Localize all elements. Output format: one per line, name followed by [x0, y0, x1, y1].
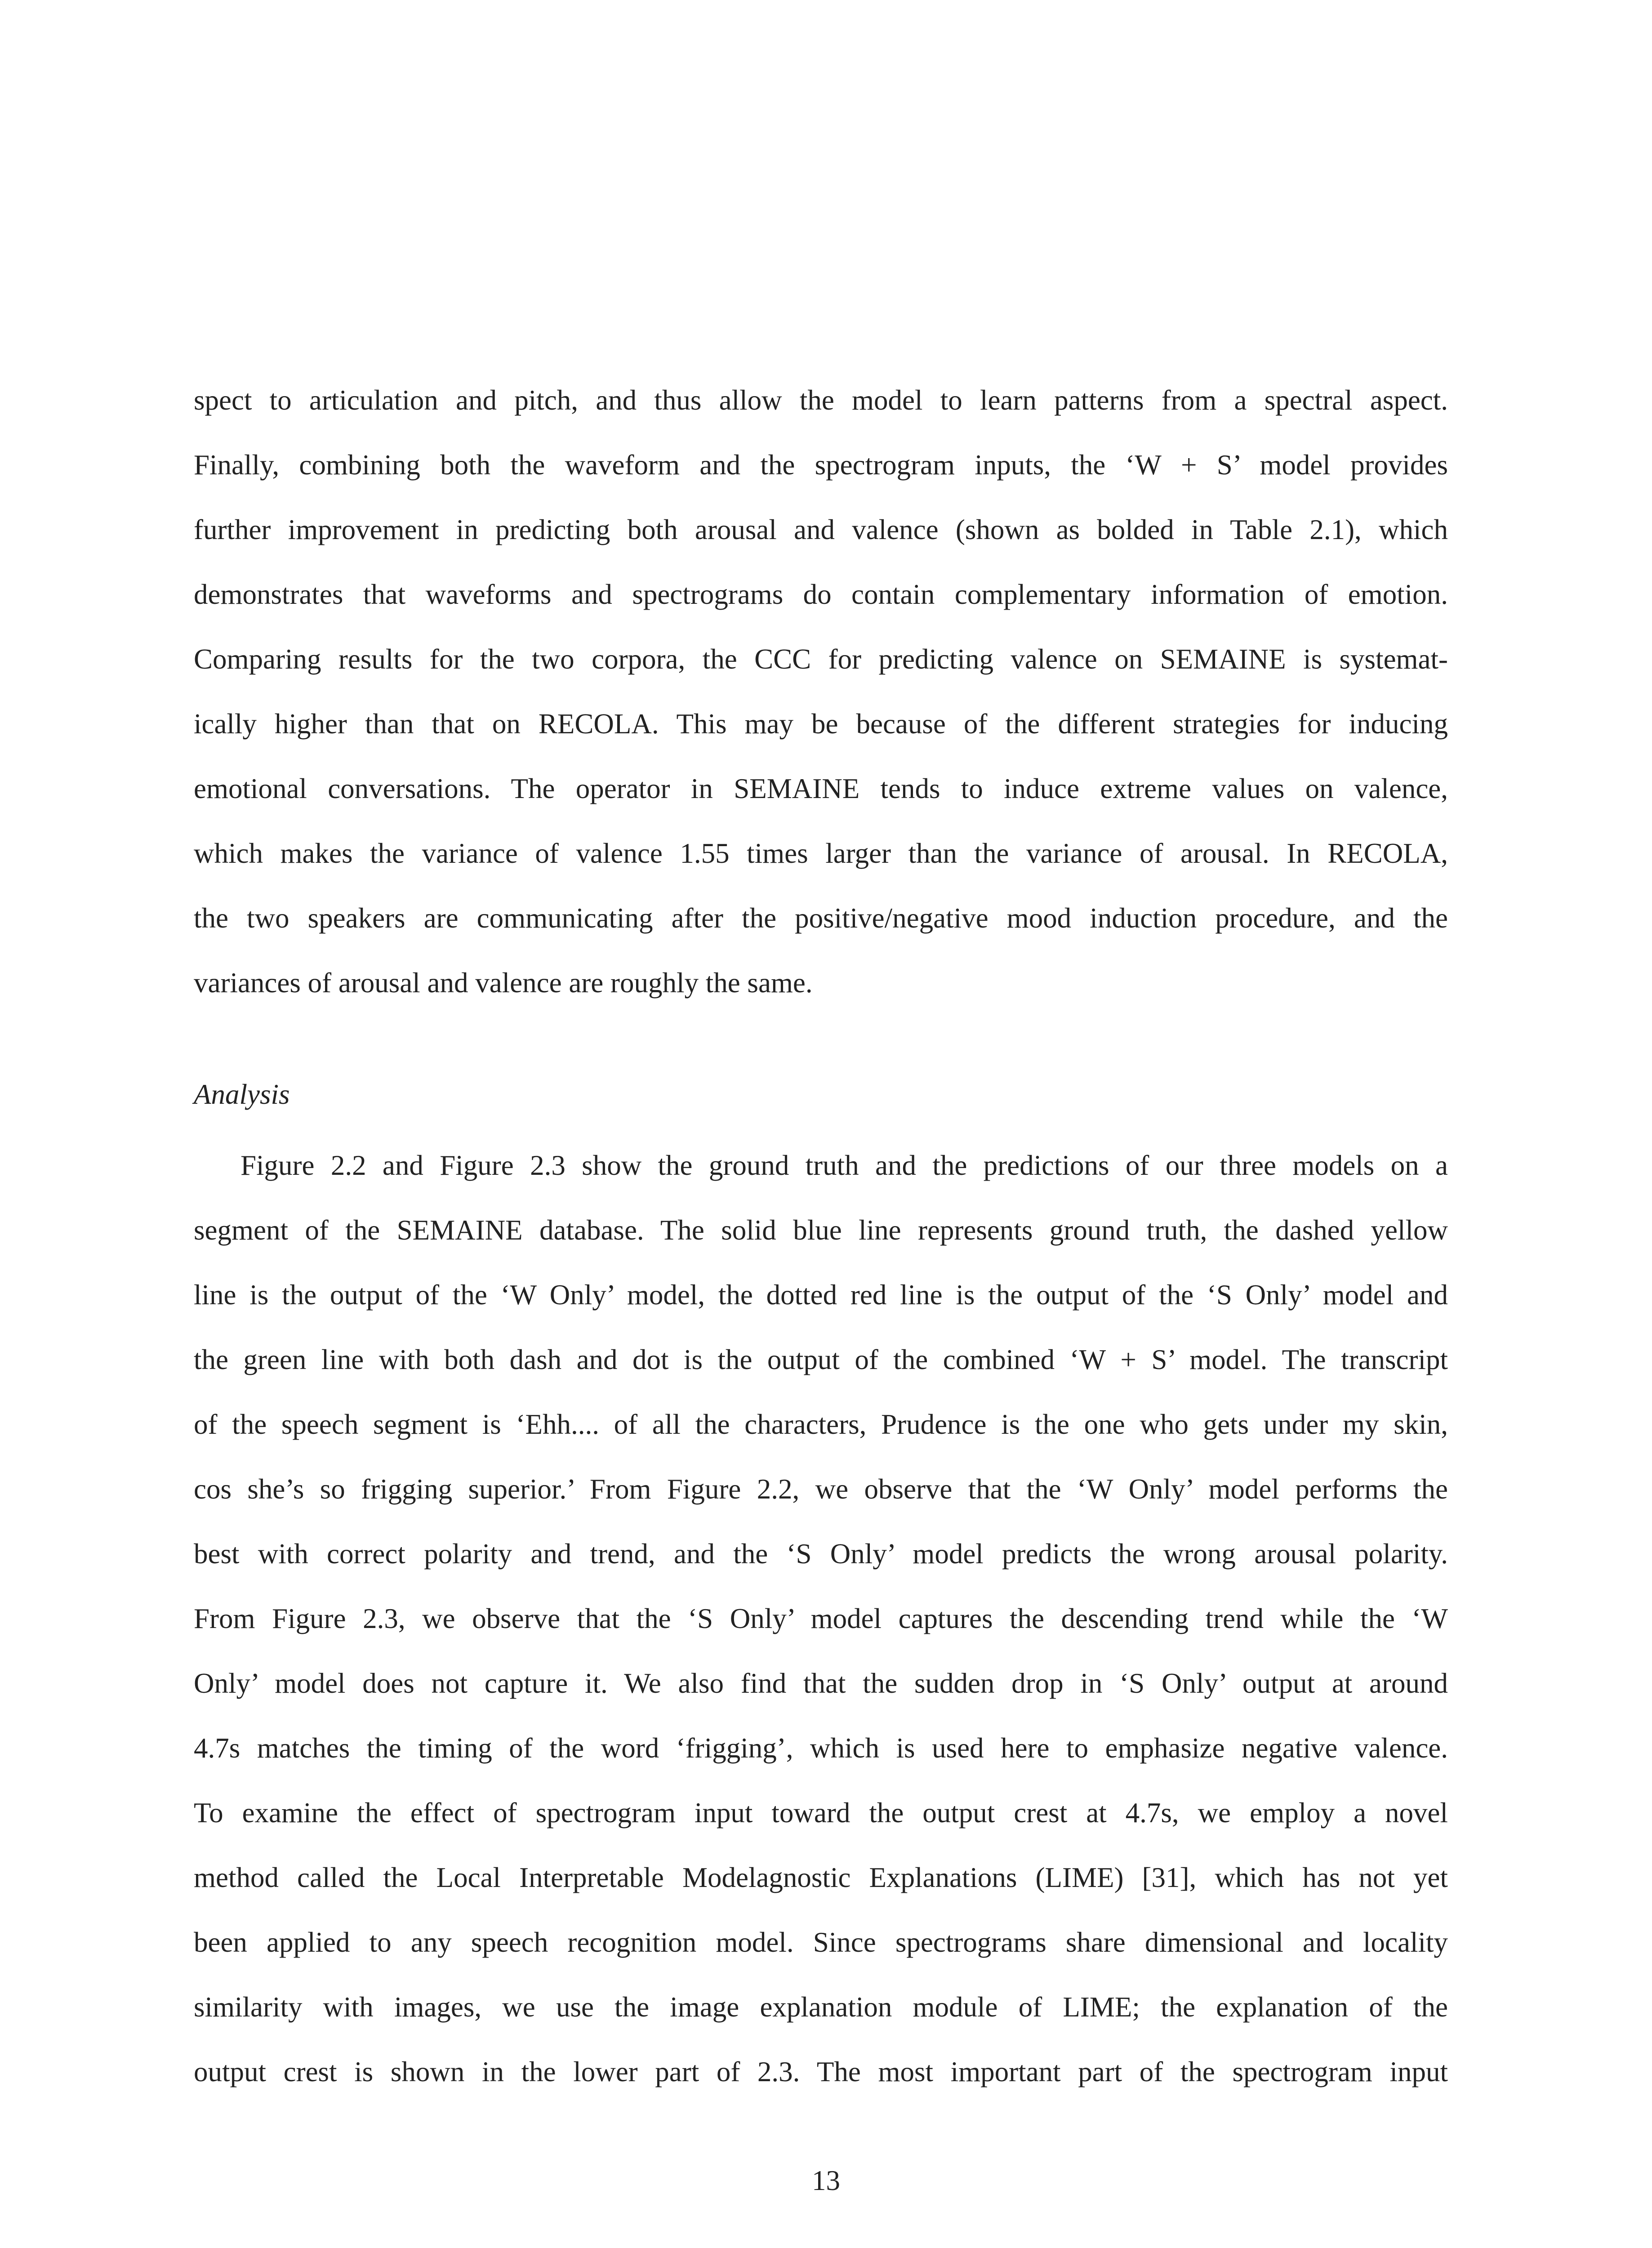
text-line: Figure 2.2 and Figure 2.3 show the ground truth and the predictions of our three models on a: [240, 1150, 1448, 1181]
text-line: demonstrates that waveforms and spectrograms do contain complementary information of emotion.: [194, 579, 1448, 610]
text-line: been applied to any speech recognition model. Since spectrograms share dimensional and locality: [194, 1927, 1448, 1958]
page-body: [194, 368, 1448, 2104]
text-line: 4.7s matches the timing of the word ‘frigging’, which is used here to emphasize negative valence.: [194, 1732, 1448, 1764]
text-line: line is the output of the ‘W Only’ model, the dotted red line is the output of the ‘S Only’ model and: [194, 1279, 1448, 1311]
text-line: the two speakers are communicating after the positive/negative mood induction procedure, and the: [194, 902, 1448, 934]
text-line: variances of arousal and valence are roughly the same.: [194, 967, 813, 999]
text-line: method called the Local Interpretable Modelagnostic Explanations (LIME) [31], which has not yet: [194, 1862, 1448, 1893]
text-line: ically higher than that on RECOLA. This may be because of the different strategies for inducing: [194, 708, 1448, 740]
section-heading: Analysis: [194, 1079, 290, 1110]
text-line: output crest is shown in the lower part of 2.3. The most important part of the spectrogram input: [194, 2056, 1448, 2087]
text-line: Only’ model does not capture it. We also find that the sudden drop in ‘S Only’ output at around: [194, 1668, 1448, 1699]
page-number: 13: [812, 2165, 840, 2196]
text-line: emotional conversations. The operator in SEMAINE tends to induce extreme values on valence,: [194, 773, 1448, 804]
text-line: the green line with both dash and dot is the output of the combined ‘W + S’ model. The transcript: [194, 1344, 1448, 1375]
text-line: Finally, combining both the waveform and the spectrogram inputs, the ‘W + S’ model provides: [194, 449, 1448, 481]
text-line: of the speech segment is ‘Ehh.... of all the characters, Prudence is the one who gets under my skin,: [194, 1409, 1448, 1440]
text-line: spect to articulation and pitch, and thus allow the model to learn patterns from a spectral aspect.: [194, 384, 1448, 416]
text-line: Comparing results for the two corpora, the CCC for predicting valence on SEMAINE is systemat-: [194, 643, 1448, 675]
paragraph-results: [194, 368, 1448, 1015]
text-line: further improvement in predicting both arousal and valence (shown as bolded in Table 2.1), which: [194, 514, 1448, 545]
text-line: cos she’s so frigging superior.’ From Figure 2.2, we observe that the ‘W Only’ model performs the: [194, 1473, 1448, 1505]
text-line: similarity with images, we use the image explanation module of LIME; the explanation of the: [194, 1991, 1448, 2023]
paragraph-analysis: [194, 1133, 1448, 2104]
text-line: segment of the SEMAINE database. The solid blue line represents ground truth, the dashed yellow: [194, 1214, 1448, 1246]
text-line: From Figure 2.3, we observe that the ‘S Only’ model captures the descending trend while the ‘W: [194, 1603, 1448, 1634]
text-line: which makes the variance of valence 1.55 times larger than the variance of arousal. In RECOLA,: [194, 838, 1448, 869]
text-line: best with correct polarity and trend, and the ‘S Only’ model predicts the wrong arousal polarity.: [194, 1538, 1448, 1570]
text-line: To examine the effect of spectrogram input toward the output crest at 4.7s, we employ a novel: [194, 1797, 1448, 1829]
